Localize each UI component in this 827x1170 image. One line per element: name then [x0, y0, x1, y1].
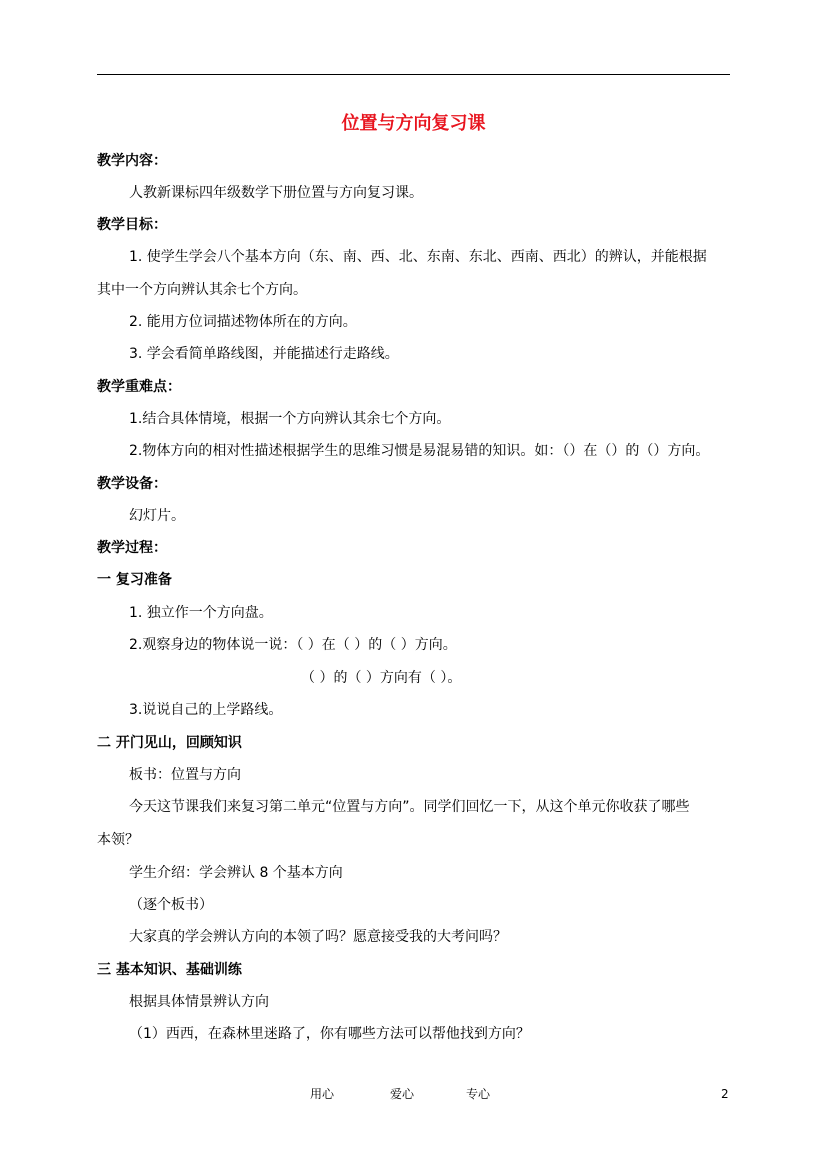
- footer-item-1: 用心: [310, 1087, 335, 1101]
- objective-3: 3. 学会看简单路线图，并能描述行走路线。: [129, 346, 399, 362]
- section-1-item-3: 3.说说自己的上学路线。: [129, 702, 283, 718]
- section-3-sub: 根据具体情景辨认方向: [129, 994, 269, 1010]
- section-1-item-1: 1. 独立作一个方向盘。: [129, 605, 273, 621]
- section-2-question: 大家真的学会辨认方向的本领了吗？愿意接受我的大考问吗？: [129, 929, 507, 945]
- section-3-heading: 三 基本知识、基础训练: [97, 962, 242, 978]
- equipment-text: 幻灯片。: [129, 508, 185, 524]
- heading-objectives: 教学目标：: [97, 217, 167, 233]
- heading-process: 教学过程：: [97, 540, 167, 556]
- footer-item-2: 爱心: [390, 1087, 415, 1101]
- section-1-item-2-cont: （ ）的（ ）方向有（ ）。: [301, 670, 462, 686]
- footer-item-3: 专心: [466, 1087, 491, 1101]
- section-3-item-1: （1）西西，在森林里迷路了，你有哪些方法可以帮他找到方向？: [129, 1026, 530, 1042]
- key-point-2: 2.物体方向的相对性描述根据学生的思维习惯是易混易错的知识。如：（）在（）的（）方向。: [129, 443, 710, 459]
- section-2-student: 学生介绍：学会辨认 8 个基本方向: [129, 865, 343, 881]
- heading-key-points: 教学重难点：: [97, 379, 181, 395]
- section-1-heading: 一 复习准备: [97, 572, 172, 588]
- header-rule: [97, 74, 730, 75]
- page-number: 2: [721, 1087, 729, 1101]
- heading-content: 教学内容：: [97, 153, 167, 169]
- section-2-board-note: （逐个板书）: [129, 897, 213, 913]
- objective-2: 2. 能用方位词描述物体所在的方向。: [129, 314, 357, 330]
- section-2-heading: 二 开门见山，回顾知识: [97, 735, 242, 751]
- objective-1-cont: 其中一个方向辨认其余七个方向。: [97, 282, 307, 298]
- objective-1: 1. 使学生学会八个基本方向（东、南、西、北、东南、东北、西南、西北）的辨认，并能根据: [129, 249, 707, 265]
- paragraph-content: 人教新课标四年级数学下册位置与方向复习课。: [129, 185, 423, 201]
- section-2-board: 板书：位置与方向: [129, 767, 241, 783]
- document-title: 位置与方向复习课: [341, 113, 486, 134]
- section-1-item-2: 2.观察身边的物体说一说：（ ）在（ ）的（ ）方向。: [129, 637, 457, 653]
- key-point-1: 1.结合具体情境，根据一个方向辨认其余七个方向。: [129, 411, 451, 427]
- heading-equipment: 教学设备：: [97, 476, 167, 492]
- section-2-intro-cont: 本领？: [97, 832, 139, 848]
- section-2-intro: 今天这节课我们来复习第二单元“位置与方向”。同学们回忆一下，从这个单元你收获了哪些: [129, 799, 690, 815]
